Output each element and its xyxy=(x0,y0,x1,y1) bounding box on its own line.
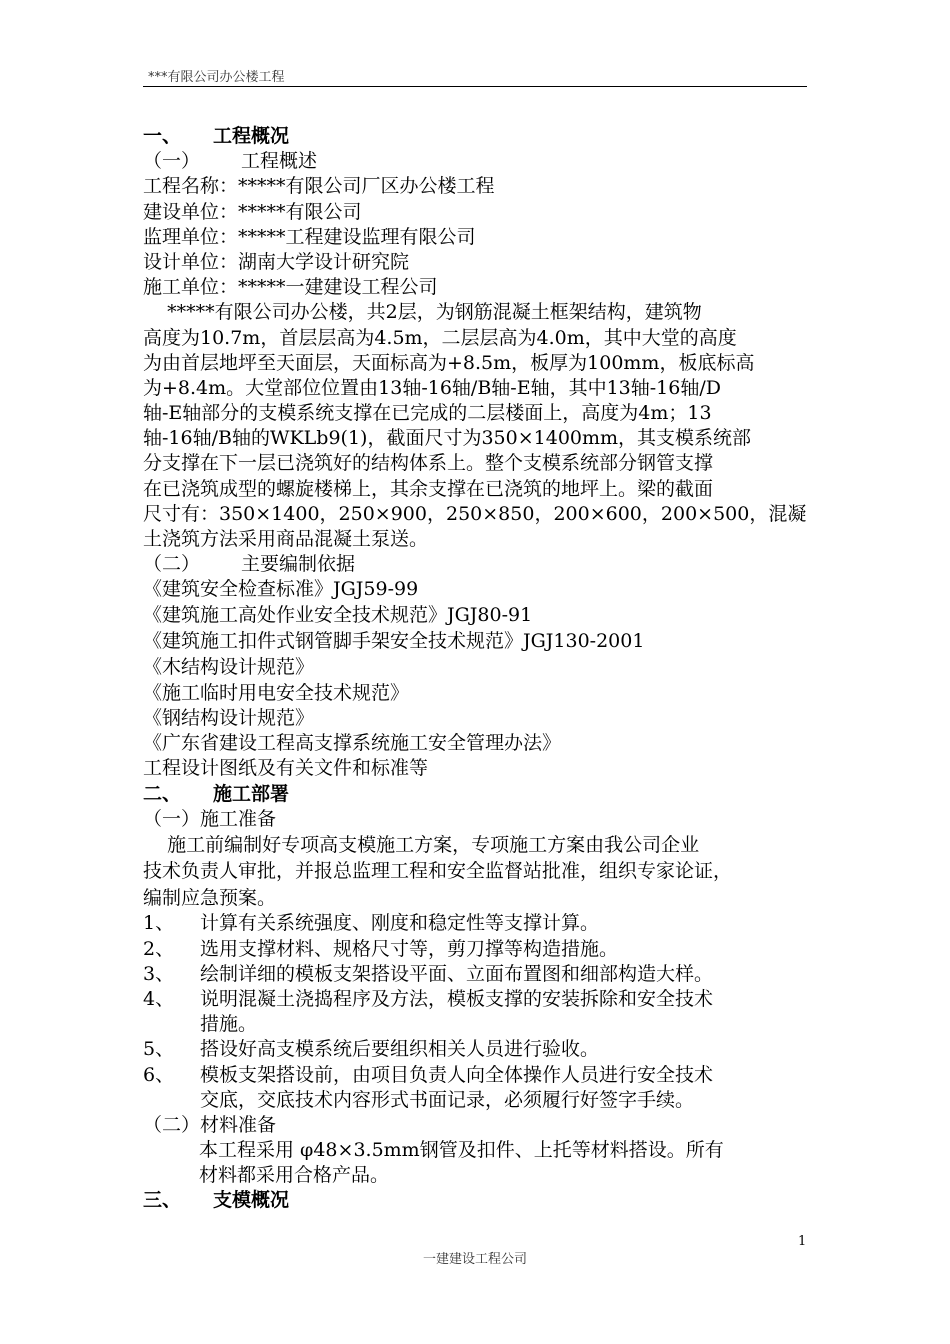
footer-company: 一建建设工程公司 xyxy=(422,1252,527,1267)
subsection-title: 主要编制依据 xyxy=(241,553,356,576)
basis-item: 《建筑施工高处作业安全技术规范》JGJ80-91 xyxy=(143,603,533,626)
document-body xyxy=(143,124,815,1214)
list-number: 4、 xyxy=(143,987,175,1010)
list-item xyxy=(143,911,815,936)
list-number: 6、 xyxy=(143,1063,175,1086)
list-text: 搭设好高支模系统后要组织相关人员进行验收。 xyxy=(200,1038,600,1061)
list-item xyxy=(143,987,815,1012)
paragraph-line: *****有限公司办公楼，共2层，为钢筋混凝土框架结构，建筑物 xyxy=(143,301,702,324)
subsection-heading: （二）材料准备 xyxy=(143,1113,277,1136)
paragraph-line: 轴-16轴/B轴的WKLb9(1)，截面尺寸为350×1400mm，其支模系统部 xyxy=(143,427,752,450)
section-number: 二、 xyxy=(143,782,182,805)
paragraph-line: 施工前编制好专项高支模施工方案，专项施工方案由我公司企业 xyxy=(143,833,700,856)
section-number: 一、 xyxy=(143,125,182,147)
subsection-number: （二） xyxy=(143,553,201,576)
list-item xyxy=(143,937,815,962)
paragraph-line: 轴-E轴部分的支模系统支撑在已完成的二层楼面上，高度为4m；13 xyxy=(143,402,712,425)
section-title: 施工部署 xyxy=(213,782,290,805)
subsection-title: 工程概述 xyxy=(241,150,318,173)
section-title: 支模概况 xyxy=(213,1189,290,1212)
list-text: 模板支架搭设前，由项目负责人向全体操作人员进行安全技术 xyxy=(200,1063,714,1086)
info-line: 监理单位：*****工程建设监理有限公司 xyxy=(143,225,476,248)
list-text: 选用支撑材料、规格尺寸等，剪刀撑等构造措施。 xyxy=(200,937,619,960)
info-line: 工程名称：*****有限公司厂区办公楼工程 xyxy=(143,175,495,198)
list-text: 说明混凝土浇捣程序及方法，模板支撑的安装拆除和安全技术 xyxy=(200,987,714,1010)
header-divider xyxy=(143,86,807,87)
list-number: 5、 xyxy=(143,1038,175,1061)
subsection-heading: （一）施工准备 xyxy=(143,807,277,830)
section-heading-3 xyxy=(143,1188,815,1213)
section-heading-2 xyxy=(143,782,815,807)
list-item xyxy=(143,1037,815,1062)
basis-item: 《钢结构设计规范》 xyxy=(143,706,315,729)
section-heading-1 xyxy=(143,124,815,149)
basis-item: 《广东省建设工程高支撑系统施工安全管理办法》 xyxy=(143,732,562,755)
subsection-number: （一） xyxy=(143,150,201,173)
section-number: 三、 xyxy=(143,1189,182,1212)
paragraph-line: 在已浇筑成型的螺旋楼梯上，其余支撑在已浇筑的地坪上。梁的截面 xyxy=(143,477,714,500)
subsection-heading xyxy=(143,552,815,577)
info-line: 设计单位：湖南大学设计研究院 xyxy=(143,250,410,273)
list-number: 3、 xyxy=(143,962,175,985)
subsection-heading xyxy=(143,149,815,174)
list-text: 计算有关系统强度、刚度和稳定性等支撑计算。 xyxy=(200,912,600,935)
paragraph-line: 编制应急预案。 xyxy=(143,886,277,909)
list-item xyxy=(143,962,815,987)
basis-item: 《建筑安全检查标准》JGJ59-99 xyxy=(143,578,419,601)
list-text: 绘制详细的模板支架搭设平面、立面布置图和细部构造大样。 xyxy=(200,962,714,985)
list-item xyxy=(143,1063,815,1088)
paragraph-line: 技术负责人审批，并报总监理工程和安全监督站批准，组织专家论证， xyxy=(143,860,733,883)
paragraph-line: 本工程采用 φ48×3.5mm钢管及扣件、上托等材料搭设。所有 xyxy=(199,1139,724,1162)
page-number: 1 xyxy=(798,1234,807,1249)
list-text: 交底，交底技术内容形式书面记录，必须履行好签字手续。 xyxy=(200,1088,695,1111)
paragraph-line: 为+8.4m。大堂部位位置由13轴-16轴/B轴-E轴，其中13轴-16轴/D xyxy=(143,376,721,399)
info-line: 施工单位：*****一建建设工程公司 xyxy=(143,276,438,299)
paragraph-line: 分支撑在下一层已浇筑好的结构体系上。整个支模系统部分钢管支撑 xyxy=(143,452,714,475)
paragraph-line: 尺寸有：350×1400，250×900，250×850，200×600，200×500，混凝 xyxy=(143,502,807,525)
list-item-continued xyxy=(143,1012,815,1037)
list-number: 2、 xyxy=(143,937,175,960)
paragraph-line: 高度为10.7m，首层层高为4.5m，二层层高为4.0m，其中大堂的高度 xyxy=(143,326,737,349)
basis-item: 《建筑施工扣件式钢管脚手架安全技术规范》JGJ130-2001 xyxy=(143,629,645,652)
basis-item: 《木结构设计规范》 xyxy=(143,656,315,679)
section-title: 工程概况 xyxy=(213,125,290,147)
basis-item: 工程设计图纸及有关文件和标准等 xyxy=(143,757,429,780)
list-number: 1、 xyxy=(143,912,175,935)
paragraph-line: 土浇筑方法采用商品混凝土泵送。 xyxy=(143,528,429,550)
info-line: 建设单位：*****有限公司 xyxy=(143,200,362,223)
paragraph-line: 材料都采用合格产品。 xyxy=(199,1164,390,1187)
header-title: ***有限公司办公楼工程 xyxy=(148,70,285,85)
basis-item: 《施工临时用电安全技术规范》 xyxy=(143,681,410,704)
paragraph-line: 为由首层地坪至天面层，天面标高为+8.5m，板厚为100mm，板底标高 xyxy=(143,351,755,374)
list-text: 措施。 xyxy=(200,1013,258,1036)
list-item-continued xyxy=(143,1088,815,1113)
